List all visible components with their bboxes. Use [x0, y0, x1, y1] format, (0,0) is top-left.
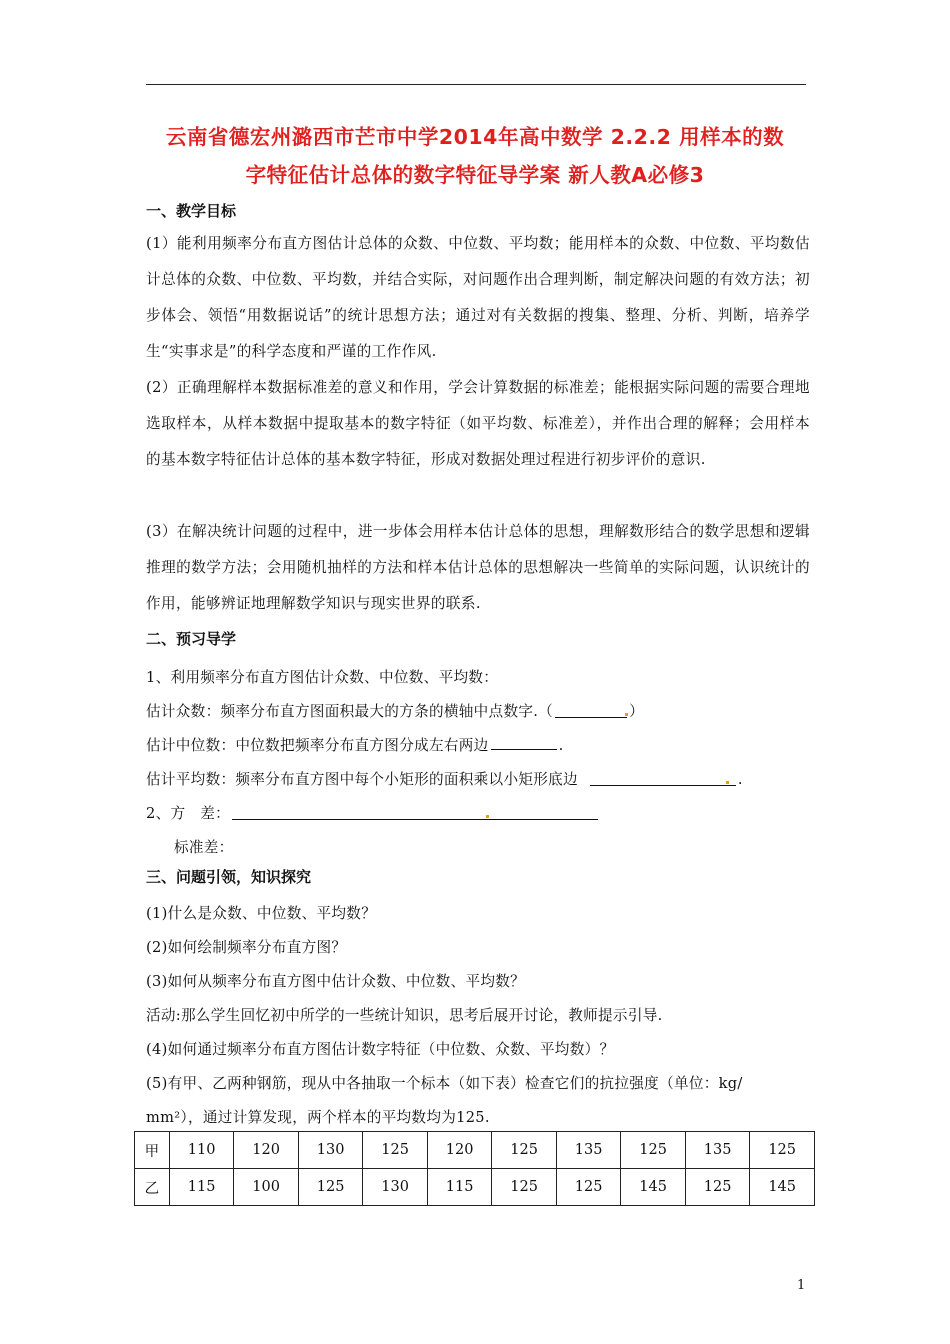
median-text: 估计中位数：中位数把频率分布直方图分成左右两边: [146, 737, 489, 754]
table-cell: 125: [556, 1169, 621, 1206]
variance-label: 2、方 差：: [146, 805, 231, 822]
table-cell: 130: [298, 1132, 363, 1169]
table-cell: 125: [621, 1132, 686, 1169]
table-cell: 135: [685, 1132, 750, 1169]
question-4: (4)如何通过频率分布直方图估计数字特征（中位数、众数、平均数）？: [146, 1041, 615, 1058]
table-row: [135, 1169, 815, 1206]
objective-2: (2）正确理解样本数据标准差的意义和作用，学会计算数据的标准差；能根据实际问题的需要合理地选取样本，从样本数据中提取基本的数字特征（如平均数、标准差），并作出合理的解释；会用样本的基本数字特征估计总体的基本数字特征，形成对数据处理过程进行初步评价的意识.: [146, 379, 810, 468]
activity-text: 活动:那么学生回忆初中所学的一些统计知识，思考后展开讨论，教师提示引导.: [146, 1007, 663, 1024]
title-line-2: 字特征估计总体的数字特征导学案 新人教A必修3: [245, 163, 705, 187]
table-cell: 125: [685, 1169, 750, 1206]
median-blank: [491, 735, 557, 750]
table-cell: 135: [556, 1132, 621, 1169]
mode-line: [146, 700, 644, 721]
table-cell: 乙: [135, 1169, 170, 1206]
table-cell: 125: [298, 1169, 363, 1206]
median-end: .: [558, 737, 564, 754]
mean-text: 估计平均数：频率分布直方图中每个小矩形的面积乘以小矩形底边: [146, 771, 578, 788]
median-line: [146, 734, 564, 755]
objective-3: (3）在解决统计问题的过程中，进一步体会用样本估计总体的思想，理解数形结合的数学思想和逻辑推理的数学方法；会用随机抽样的方法和样本估计总体的思想解决一些简单的实际问题，认识统计的作用，能够辨证地理解数学知识与现实世界的联系.: [146, 523, 810, 612]
table-cell: 125: [492, 1169, 557, 1206]
std-dev-label: 标准差：: [174, 839, 234, 856]
question-3: (3)如何从频率分布直方图中估计众数、中位数、平均数？: [146, 973, 526, 990]
page-number: 1: [797, 1278, 806, 1293]
question-5-line-1: (5)有甲、乙两种钢筋，现从中各抽取一个标本（如下表）检查它们的抗拉强度（单位：kg/: [146, 1075, 743, 1092]
mean-line: [146, 768, 743, 789]
table-cell: 110: [169, 1132, 234, 1169]
section-2-heading: 二、预习导学: [146, 630, 237, 648]
table-cell: 125: [492, 1132, 557, 1169]
mode-blank: [555, 703, 627, 718]
mean-blank: [590, 771, 736, 786]
header-rule: [146, 84, 806, 85]
table-cell: 145: [750, 1169, 815, 1206]
mean-end: .: [737, 771, 743, 788]
variance-blank: [232, 805, 598, 820]
mode-close: ）: [629, 703, 644, 720]
section-1-heading: 一、教学目标: [146, 202, 237, 220]
question-1: (1)什么是众数、中位数、平均数？: [146, 905, 377, 922]
table-cell: 115: [169, 1169, 234, 1206]
table-cell: 125: [363, 1132, 428, 1169]
table-cell: 125: [750, 1132, 815, 1169]
mode-text: 估计众数：频率分布直方图面积最大的方条的横轴中点数字.（: [146, 703, 554, 720]
table-cell: 100: [234, 1169, 299, 1206]
preview-item-1: 1、利用频率分布直方图估计众数、中位数、平均数：: [146, 669, 499, 686]
tensile-strength-table: [134, 1131, 815, 1206]
document-title: [130, 118, 820, 194]
table-cell: 145: [621, 1169, 686, 1206]
table-cell: 甲: [135, 1132, 170, 1169]
table-cell: 130: [363, 1169, 428, 1206]
variance-line: [146, 802, 600, 823]
table-cell: 120: [427, 1132, 492, 1169]
table-cell: 115: [427, 1169, 492, 1206]
objective-1: (1）能利用频率分布直方图估计总体的众数、中位数、平均数；能用样本的众数、中位数、平均数估计总体的众数、中位数、平均数，并结合实际，对问题作出合理判断，制定解决问题的有效方法；初步体会、领悟“用数据说话”的统计思想方法；通过对有关数据的搜集、整理、分析、判断，培养学生“实事求是”的科学态度和严谨的工作作风.: [146, 235, 810, 360]
table-cell: 120: [234, 1132, 299, 1169]
section-3-heading: 三、问题引领，知识探究: [146, 868, 312, 886]
table-row: [135, 1132, 815, 1169]
question-2: (2)如何绘制频率分布直方图？: [146, 939, 347, 956]
title-line-1: 云南省德宏州潞西市芒市中学2014年高中数学 2.2.2 用样本的数: [165, 125, 785, 149]
question-5-line-2: mm²），通过计算发现，两个样本的平均数均为125.: [146, 1109, 490, 1126]
